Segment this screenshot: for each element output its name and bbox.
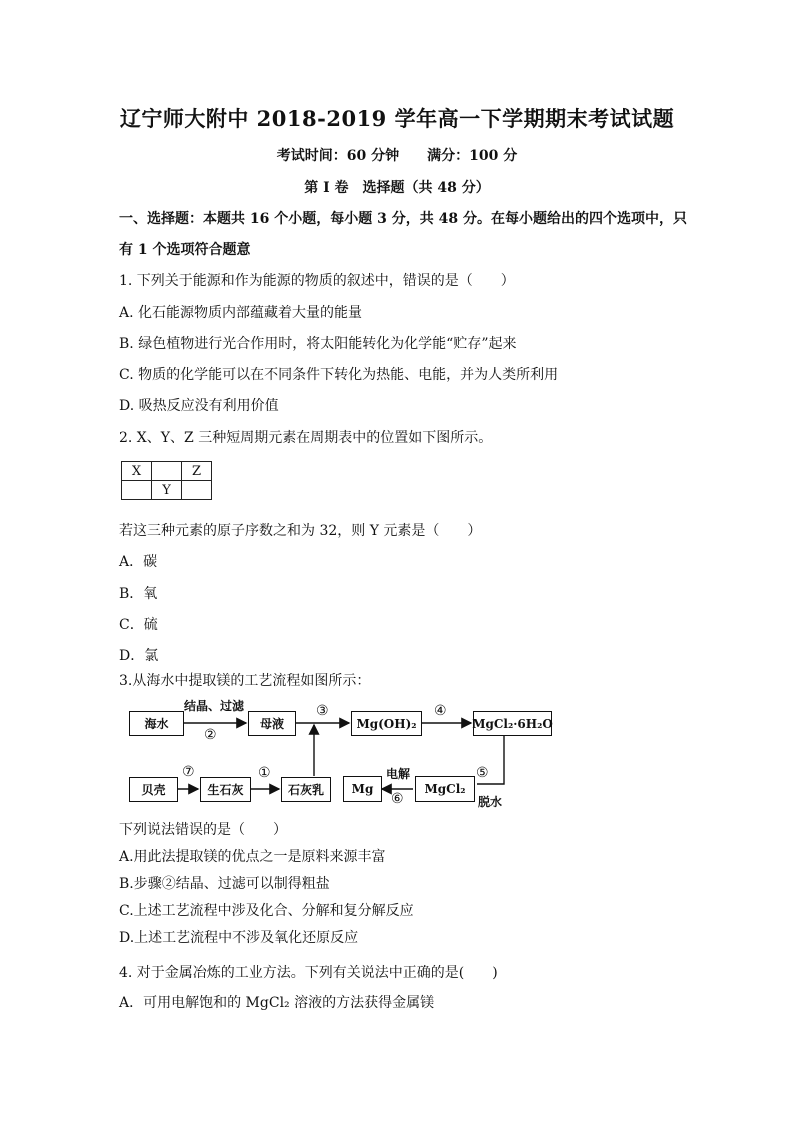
magnesium-process-flowchart	[120, 692, 560, 812]
q4-stem: 4. 对于金属冶炼的工业方法。下列有关说法中正确的是( )	[119, 965, 498, 981]
q4-option-a: A．可用电解饱和的 MgCl₂ 溶液的方法获得金属镁	[119, 995, 435, 1011]
quicklime-box: 生石灰	[200, 777, 251, 802]
table-cell: Y	[152, 481, 182, 500]
exam-info	[0, 145, 794, 165]
step-3-marker: ③	[316, 703, 329, 719]
q3-stem-2: 下列说法错误的是（ ）	[119, 822, 287, 838]
exam-title: 辽宁师大附中 2018-2019 学年高一下学期期末考试试题	[119, 106, 675, 131]
table-cell	[122, 481, 152, 500]
q3-option-a: A.用此法提取镁的优点之一是原料来源丰富	[119, 849, 386, 865]
q3-option-c: C.上述工艺流程中涉及化合、分解和复分解反应	[119, 903, 414, 919]
step-7-marker: ⑦	[182, 764, 195, 780]
section-title: 第 Ⅰ 卷 选择题（共 48 分）	[304, 180, 490, 196]
table-cell	[182, 481, 212, 500]
instructions-line-1: 一、选择题：本题共 16 个小题，每小题 3 分，共 48 分。在每小题给出的四个选项中，只	[119, 211, 687, 227]
step-6-marker: ⑥	[391, 791, 404, 807]
q2-option-c: C．硫	[119, 617, 158, 633]
q3-option-d: D.上述工艺流程中不涉及氧化还原反应	[119, 930, 359, 946]
mgcl2-box: MgCl₂	[415, 776, 475, 802]
mother-liquor-box: 母液	[248, 711, 296, 736]
mgoh2-box: Mg(OH)₂	[351, 711, 422, 736]
limewater-box: 石灰乳	[281, 777, 331, 802]
step-1-marker: ①	[258, 765, 271, 781]
table-cell: Z	[182, 462, 212, 481]
shell-box: 贝壳	[129, 777, 178, 802]
q2-option-b: B．氧	[119, 586, 158, 602]
periodic-table-fragment	[121, 461, 212, 500]
exam-score: 满分：100 分	[427, 148, 518, 164]
q1-option-b: B. 绿色植物进行光合作用时，将太阳能转化为化学能“贮存”起来	[119, 336, 517, 352]
q3-stem: 3.从海水中提取镁的工艺流程如图所示：	[119, 673, 371, 689]
q2-option-a: A．碳	[119, 554, 158, 570]
exam-time: 考试时间：60 分钟	[276, 148, 400, 164]
q1-option-a: A. 化石能源物质内部蕴藏着大量的能量	[119, 305, 363, 321]
step-4-marker: ④	[434, 703, 447, 719]
step-5-marker: ⑤	[476, 765, 489, 781]
label-electrolysis: 电解	[386, 767, 411, 781]
q3-option-b: B.步骤②结晶、过滤可以制得粗盐	[119, 876, 330, 892]
instructions-line-2: 有 1 个选项符合题意	[119, 242, 251, 258]
q2-stem: 2. X、Y、Z 三种短周期元素在周期表中的位置如下图所示。	[119, 430, 493, 446]
table-cell: X	[122, 462, 152, 481]
q2-stem-2: 若这三种元素的原子序数之和为 32，则 Y 元素是（ ）	[119, 523, 482, 539]
q2-option-d: D．氯	[119, 648, 159, 664]
q1-option-d: D. 吸热反应没有利用价值	[119, 398, 279, 414]
label-dehydrate: 脱水	[478, 795, 503, 809]
step-2-marker: ②	[204, 727, 217, 743]
mg-box: Mg	[343, 776, 382, 802]
mgcl2-hydrate-box: MgCl₂·6H₂O	[473, 711, 552, 736]
label-crystallize-filter: 结晶、过滤	[184, 699, 245, 713]
table-cell	[152, 462, 182, 481]
q1-stem: 1. 下列关于能源和作为能源的物质的叙述中，错误的是（ ）	[119, 273, 515, 289]
q1-option-c: C. 物质的化学能可以在不同条件下转化为热能、电能，并为人类所利用	[119, 367, 559, 383]
seawater-box: 海水	[129, 711, 184, 736]
